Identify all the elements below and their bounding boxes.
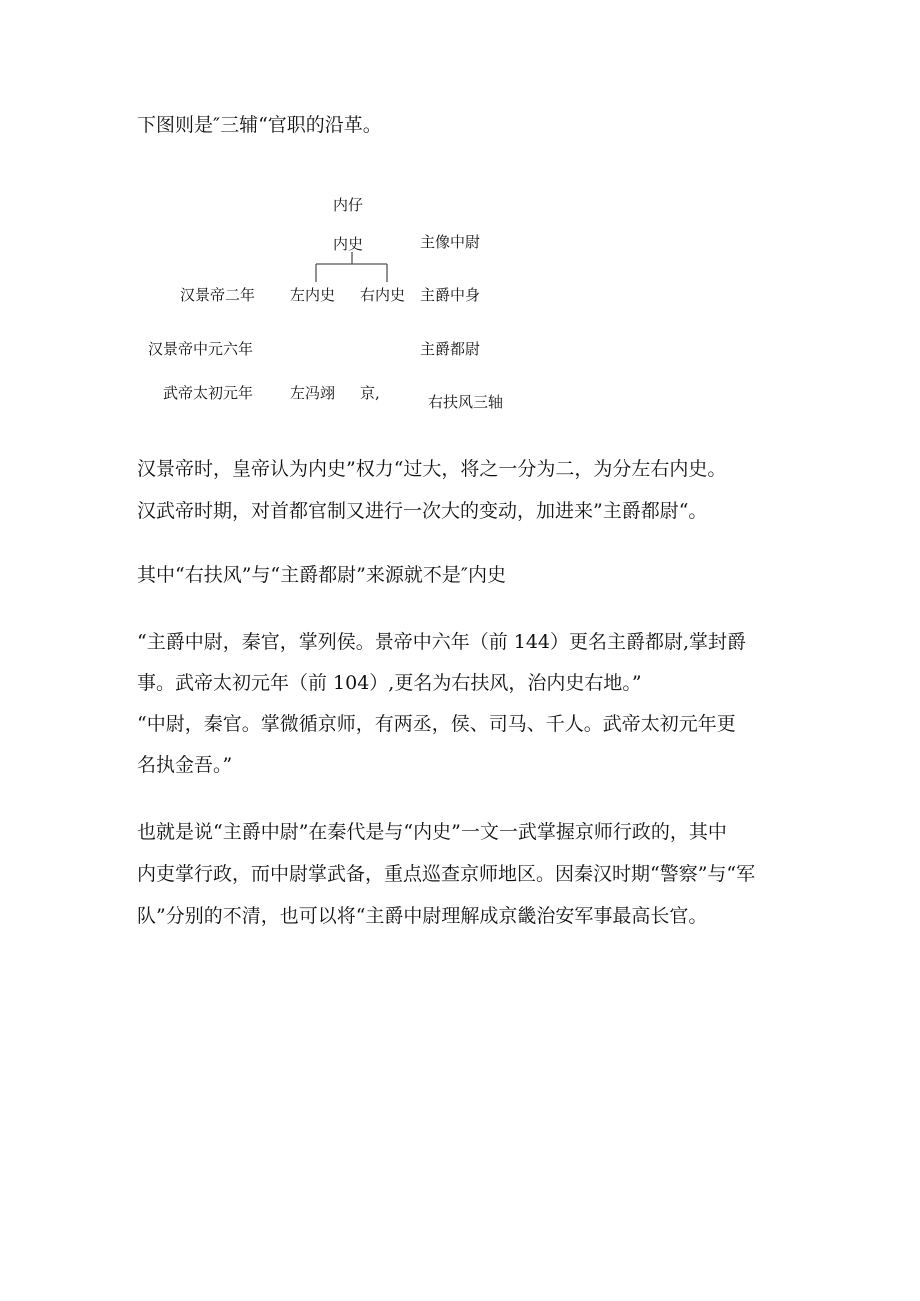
paragraph-line: 队”分别的不清，也可以将“主爵中尉理解成京畿治安军事最高长官。 [137, 905, 708, 927]
paragraph-line: 也就是说“主爵中尉”在秦代是与“内史”一文一武掌握京师行政的，其中 [137, 821, 727, 843]
paragraph-2: 其中“右扶风”与“主爵都尉”来源就不是″内史 [137, 564, 506, 586]
paragraph-line: 汉武帝时期，对首都官制又进行一次大的变动，加进来”主爵都尉“。 [137, 500, 708, 522]
paragraph-line: 内吏掌行政，而中尉掌武备，重点巡查京师地区。因秦汉时期“警察”与“军 [137, 863, 756, 885]
diagram-jing: 京, [360, 384, 380, 402]
quote-line: 事。武帝太初元年（前 104）,更名为右扶风，治内史右地。” [137, 672, 642, 694]
diagram-right-col-item: 主爵中身 [420, 286, 481, 304]
diagram-left-neishi: 左内史 [290, 286, 336, 304]
diagram-zuofengyi: 左冯翊 [290, 384, 336, 402]
quote-line: “中尉，秦官。掌微循京师，有两丞，侯、司马、千人。武帝太初元年更 [137, 713, 736, 735]
diagram-top-label: 内仔 [333, 196, 364, 214]
diagram-neishi-label: 内史 [333, 235, 364, 253]
diagram-row-label: 武帝太初元年 [163, 384, 254, 402]
diagram-right-col-item: 主像中尉 [420, 233, 481, 251]
diagram-right-neishi: 右内史 [360, 286, 406, 304]
diagram-right-col-item: 主爵都尉 [420, 340, 481, 358]
diagram-row-label: 汉景帝中元六年 [148, 340, 254, 358]
diagram-right-col-item: 右扶风三轴 [428, 393, 504, 411]
diagram-row-label: 汉景帝二年 [180, 286, 256, 304]
quote-line: “主爵中尉，秦官，掌列侯。景帝中六年（前 144）更名主爵都尉,掌封爵 [137, 631, 747, 653]
intro-text: 下图则是″三辅“官职的沿革。 [137, 114, 382, 136]
paragraph-line: 汉景帝时，皇帝认为内史”权力“过大，将之一分为二，为分左右内史。 [137, 458, 727, 480]
quote-line: 名执金吾。” [137, 754, 233, 776]
